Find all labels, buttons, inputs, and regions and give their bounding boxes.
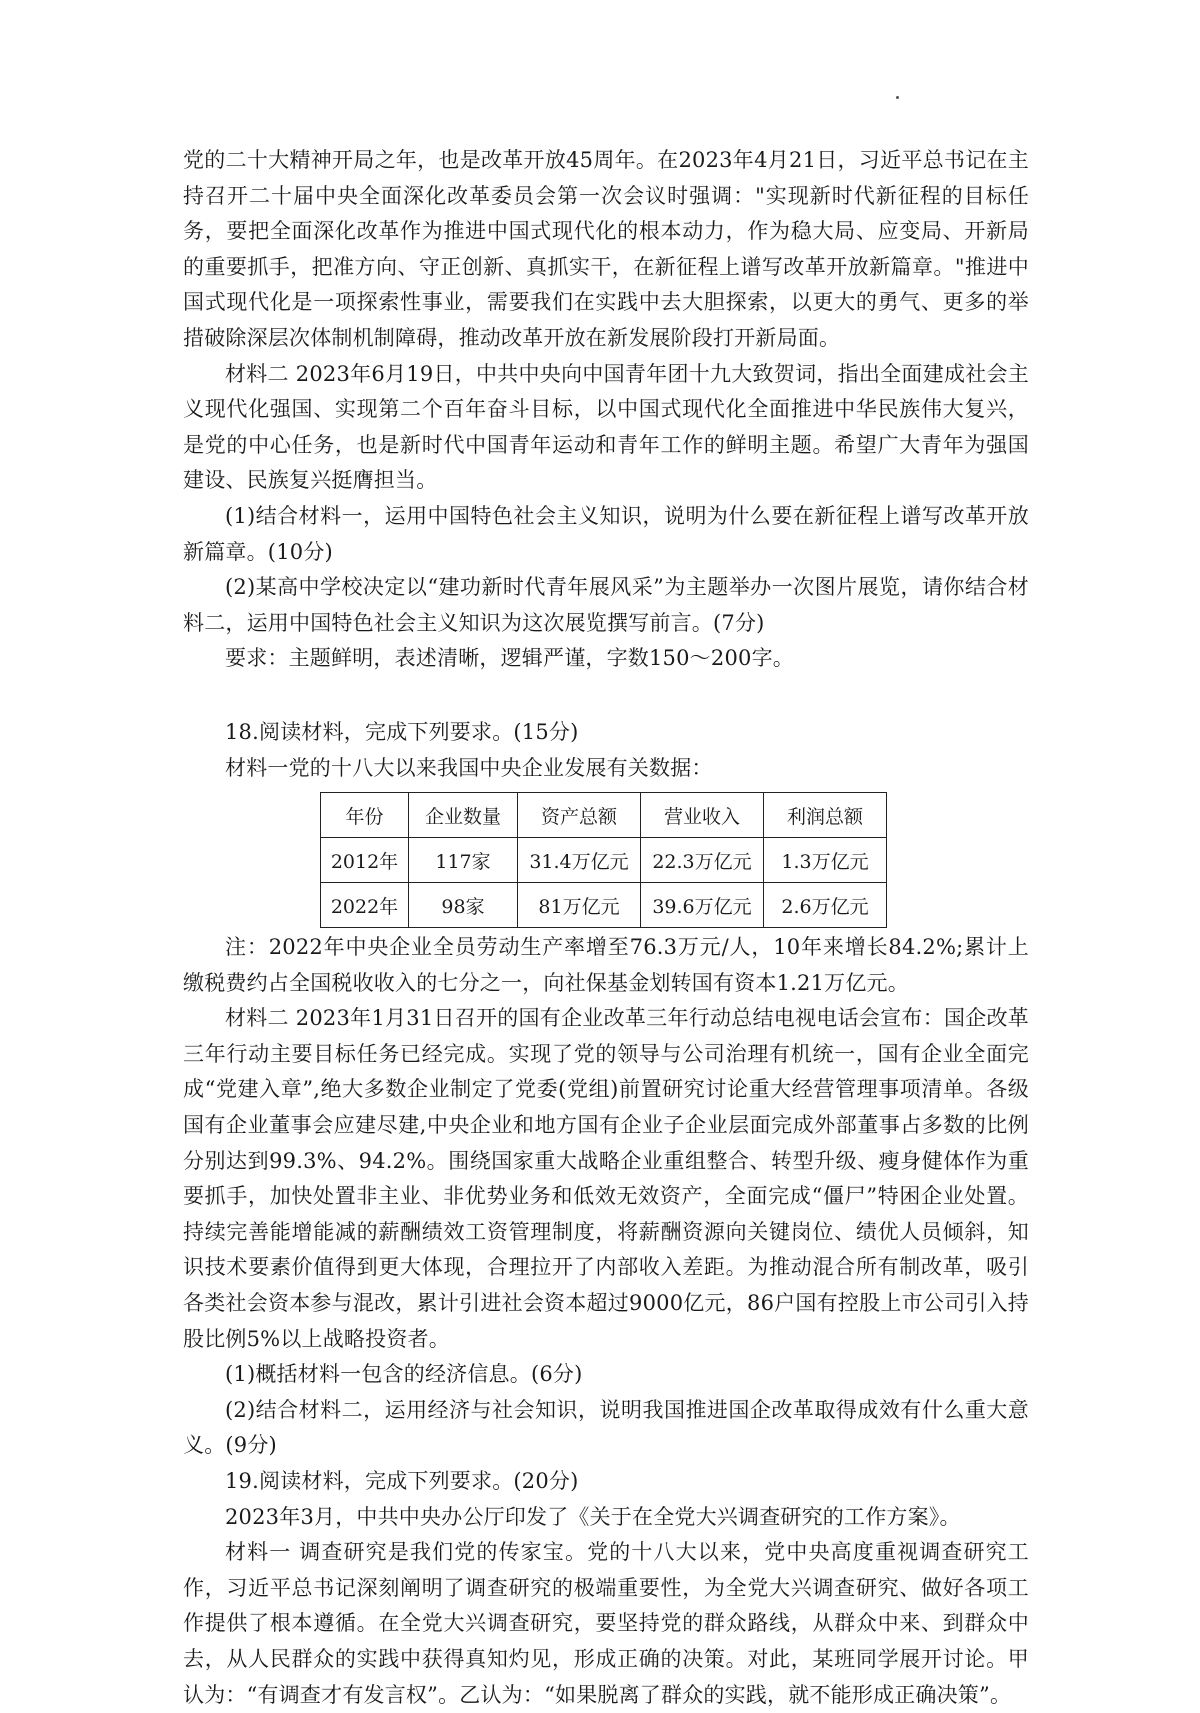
question-17-requirement: 要求：主题鲜明，表述清晰，逻辑严谨，字数150～200字。 [225, 646, 794, 671]
soe-data-table-wrapper [320, 792, 1029, 928]
table-cell: 81万亿元 [518, 883, 641, 928]
table-cell: 2022年 [321, 883, 409, 928]
soe-data-table [320, 792, 887, 928]
paragraph-material-two: 材料二 2023年6月19日，中共中央向中国青年团十九大致贺词，指出全面建成社会主义现代化强国、实现第二个百年奋斗目标，以中国式现代化全面推进中华民族伟大复兴，是党的中心任务，也是新时代中国青年运动和青年工作的鲜明主题。希望广大青年为强国建设、民族复兴挺膺担当。 [183, 361, 1029, 493]
table-header-cell: 企业数量 [409, 793, 518, 838]
table-cell: 2012年 [321, 838, 409, 883]
table-row [321, 838, 887, 883]
table-cell: 117家 [409, 838, 518, 883]
question-18-table-note: 注：2022年中央企业全员劳动生产率增至76.3万元/人，10年来增长84.2%;累计上缴税费约占全国税收收入的七分之一，向社保基金划转国有资本1.21万亿元。 [183, 935, 1029, 995]
scan-speck [896, 96, 899, 99]
table-header-cell: 营业收入 [641, 793, 764, 838]
table-row [321, 883, 887, 928]
question-18-part-2: (2)结合材料二，运用经济与社会知识，说明我国推进国企改革取得成效有什么重大意义。(9分) [183, 1397, 1029, 1458]
table-cell: 31.4万亿元 [518, 838, 641, 883]
table-cell: 22.3万亿元 [641, 838, 764, 883]
table-header-cell: 资产总额 [518, 793, 641, 838]
table-cell: 1.3万亿元 [764, 838, 887, 883]
question-17-part-1: (1)结合材料一，运用中国特色社会主义知识，说明为什么要在新征程上谱写改革开放新篇章。(10分) [183, 503, 1029, 564]
table-header-cell: 利润总额 [764, 793, 887, 838]
question-19-intro: 2023年3月，中共中央办公厅印发了《关于在全党大兴调查研究的工作方案》。 [225, 1504, 961, 1529]
document-body [183, 143, 1029, 1713]
table-cell: 2.6万亿元 [764, 883, 887, 928]
question-17-part-2: (2)某高中学校决定以“建功新时代青年展风采”为主题举办一次图片展览，请你结合材料二，运用中国特色社会主义知识为这次展览撰写前言。(7分) [183, 575, 1029, 635]
table-cell: 39.6万亿元 [641, 883, 764, 928]
question-18-part-1: (1)概括材料一包含的经济信息。(6分) [225, 1362, 583, 1387]
question-18-material-one-intro: 材料一党的十八大以来我国中央企业发展有关数据： [225, 755, 713, 780]
question-18-heading: 18.阅读材料，完成下列要求。(15分) [225, 719, 579, 744]
paragraph-intro-continuation: 党的二十大精神开局之年，也是改革开放45周年。在2023年4月21日，习近平总书记在主持召开二十届中央全面深化改革委员会第一次会议时强调："实现新时代新征程的目标任务，要把全面深化改革作为推进中国式现代化的根本动力，作为稳大局、应变局、开新局的重要抓手，把准方向、守正创新、真抓实干，在新征程上谱写改革开放新篇章。"推进中国式现代化是一项探索性事业，需要我们在实践中去大胆探索，以更大的勇气、更多的举措破除深层次体制机制障碍，推动改革开放在新发展阶段打开新局面。 [183, 148, 1029, 350]
question-19-heading: 19.阅读材料，完成下列要求。(20分) [225, 1469, 579, 1493]
question-18-material-two: 材料二 2023年1月31日召开的国有企业改革三年行动总结电视电话会宣布：国企改革三年行动主要目标任务已经完成。实现了党的领导与公司治理有机统一，国有企业全面完成“党建入章”,绝大多数企业制定了党委(党组)前置研究讨论重大经营管理事项清单。各级国有企业董事会应建尽建,中央企业和地方国有企业子企业层面完成外部董事占多数的比例分别达到99.3%、94.2%。围绕国家重大战略企业重组整合、转型升级、瘦身健体作为重要抓手，加快处置非主业、非优势业务和低效无效资产，全面完成“僵尸”特困企业处置。持续完善能增能减的薪酬绩效工资管理制度，将薪酬资源向关键岗位、绩优人员倾斜，知识技术要素价值得到更大体现，合理拉开了内部收入差距。为推动混合所有制改革，吸引各类社会资本参与混改，累计引进社会资本超过9000亿元，86户国有控股上市公司引入持股比例5%以上战略投资者。 [183, 1006, 1029, 1351]
table-header-row [321, 793, 887, 838]
question-19-material-one: 材料一 调查研究是我们党的传家宝。党的十八大以来，党中央高度重视调查研究工作，习近平总书记深刻阐明了调查研究的极端重要性，为全党大兴调查研究、做好各项工作提供了根本遵循。在全党大兴调查研究，要坚持党的群众路线，从群众中来、到群众中去，从人民群众的实践中获得真知灼见，形成正确的决策。对此，某班同学展开讨论。甲认为：“有调查才有发言权”。乙认为：“如果脱离了群众的实践，就不能形成正确决策”。 [183, 1540, 1029, 1707]
table-header-cell: 年份 [321, 793, 409, 838]
table-cell: 98家 [409, 883, 518, 928]
